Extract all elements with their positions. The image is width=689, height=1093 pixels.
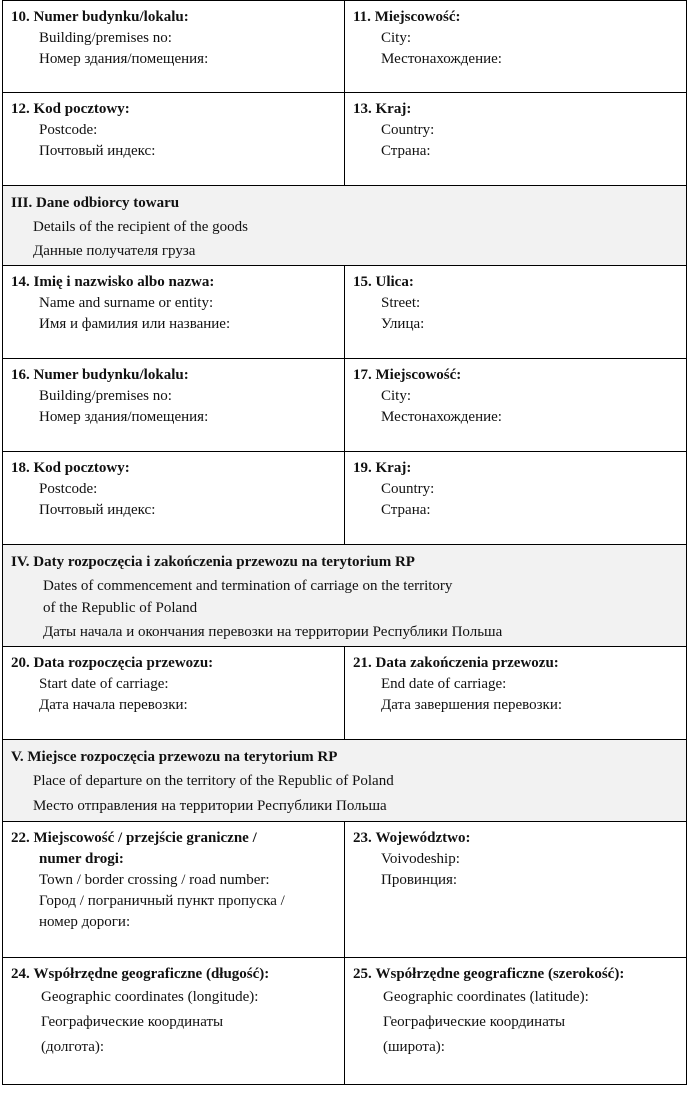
- section-label-en: Place of departure on the territory of the Republic of Poland: [33, 773, 394, 789]
- section-title: IV. Daty rozpoczęcia i zakończenia przewozu na terytorium RP: [11, 554, 415, 570]
- field-label-ru-cont: (долгота):: [41, 1039, 105, 1055]
- section-header: [3, 545, 686, 646]
- customs-form: [2, 0, 687, 1085]
- form-row-18-19: [2, 452, 687, 545]
- field-title: Miejscowość:: [374, 9, 461, 25]
- form-row-22-23: [2, 822, 687, 958]
- section-label-en: Dates of commencement and termination of carriage on the territory: [43, 578, 453, 594]
- field-label-ru: Город / пограничный пункт пропуска /: [39, 893, 285, 909]
- field-label-en: Building/premises no:: [39, 388, 172, 404]
- field-24-longitude[interactable]: [3, 958, 345, 1084]
- field-title: Data rozpoczęcia przewozu:: [33, 655, 214, 671]
- form-row-16-17: [2, 359, 687, 452]
- field-number: 23.: [353, 830, 372, 846]
- field-18-postcode[interactable]: [3, 452, 345, 544]
- section-label-en: Details of the recipient of the goods: [33, 219, 248, 235]
- field-title-cont: numer drogi:: [39, 851, 124, 867]
- field-number: 12.: [11, 101, 30, 117]
- section-title: III. Dane odbiorcy towaru: [11, 195, 180, 211]
- field-label-en: Town / border crossing / road number:: [39, 872, 270, 888]
- field-title: Współrzędne geograficzne (szerokość):: [375, 966, 625, 982]
- section-v-departure: [2, 740, 687, 822]
- field-19-country[interactable]: [345, 452, 686, 544]
- field-title: Imię i nazwisko albo nazwa:: [33, 274, 215, 290]
- field-10-building-number[interactable]: [3, 1, 345, 92]
- field-label-ru: Номер здания/помещения:: [39, 51, 209, 67]
- field-number: 25.: [353, 966, 372, 982]
- field-23-voivodeship[interactable]: [345, 822, 686, 957]
- field-number: 20.: [11, 655, 30, 671]
- form-row-20-21: [2, 647, 687, 740]
- field-label-en: City:: [381, 388, 412, 404]
- field-label-en: City:: [381, 30, 412, 46]
- form-row-14-15: [2, 266, 687, 359]
- field-label-ru: Провинция:: [381, 872, 458, 888]
- field-label-en: Geographic coordinates (latitude):: [383, 989, 589, 1005]
- field-22-place[interactable]: [3, 822, 345, 957]
- field-label-ru: Дата начала перевозки:: [39, 697, 188, 713]
- field-number: 18.: [11, 460, 30, 476]
- field-title: Współrzędne geograficzne (długość):: [33, 966, 270, 982]
- field-label-en: Building/premises no:: [39, 30, 172, 46]
- field-25-latitude[interactable]: [345, 958, 686, 1084]
- field-21-end-date[interactable]: [345, 647, 686, 739]
- field-17-city[interactable]: [345, 359, 686, 451]
- field-11-city[interactable]: [345, 1, 686, 92]
- field-title: Data zakończenia przewozu:: [375, 655, 559, 671]
- field-13-country[interactable]: [345, 93, 686, 185]
- field-title: Ulica:: [375, 274, 414, 290]
- field-title: Kod pocztowy:: [33, 101, 130, 117]
- section-label-ru: Место отправления на территории Республики Польша: [33, 798, 387, 814]
- field-number: 21.: [353, 655, 372, 671]
- field-label-ru: Номер здания/помещения:: [39, 409, 209, 425]
- field-20-start-date[interactable]: [3, 647, 345, 739]
- field-number: 22.: [11, 830, 30, 846]
- section-title: V. Miejsce rozpoczęcia przewozu na terytorium RP: [11, 749, 338, 765]
- section-iii-recipient: [2, 186, 687, 266]
- section-label-ru: Данные получателя груза: [33, 243, 196, 259]
- field-label-en: Geographic coordinates (longitude):: [41, 989, 259, 1005]
- field-16-building-number[interactable]: [3, 359, 345, 451]
- field-label-en: Country:: [381, 481, 435, 497]
- field-label-en: Start date of carriage:: [39, 676, 169, 692]
- field-label-ru-cont: (широта):: [383, 1039, 445, 1055]
- field-title: Kod pocztowy:: [33, 460, 130, 476]
- section-header: [3, 186, 686, 265]
- field-number: 17.: [353, 367, 372, 383]
- field-label-ru-cont: номер дороги:: [39, 914, 131, 930]
- field-label-ru: Местонахождение:: [381, 51, 502, 67]
- field-label-en: End date of carriage:: [381, 676, 507, 692]
- field-label-ru: Географические координаты: [41, 1014, 224, 1030]
- field-label-en: Country:: [381, 122, 435, 138]
- field-number: 24.: [11, 966, 30, 982]
- field-title: Miejscowość / przejście graniczne /: [33, 830, 257, 846]
- section-header: [3, 740, 686, 821]
- field-number: 13.: [353, 101, 372, 117]
- field-title: Numer budynku/lokalu:: [33, 367, 189, 383]
- form-row-12-13: [2, 93, 687, 186]
- field-number: 19.: [353, 460, 372, 476]
- field-label-en: Postcode:: [39, 122, 98, 138]
- field-number: 10.: [11, 9, 30, 25]
- field-12-postcode[interactable]: [3, 93, 345, 185]
- section-iv-dates: [2, 545, 687, 647]
- field-14-name[interactable]: [3, 266, 345, 358]
- field-title: Numer budynku/lokalu:: [33, 9, 189, 25]
- field-label-ru: Имя и фамилия или название:: [39, 316, 231, 332]
- field-title: Kraj:: [375, 101, 412, 117]
- field-label-ru: Географические координаты: [383, 1014, 566, 1030]
- form-row-24-25: [2, 958, 687, 1085]
- field-number: 14.: [11, 274, 30, 290]
- field-label-ru: Страна:: [381, 143, 431, 159]
- form-row-10-11: [2, 0, 687, 93]
- field-label-ru: Дата завершения перевозки:: [381, 697, 563, 713]
- field-label-en: Street:: [381, 295, 421, 311]
- field-label-ru: Местонахождение:: [381, 409, 502, 425]
- field-title: Miejscowość:: [375, 367, 462, 383]
- field-label-ru: Почтовый индекс:: [39, 143, 156, 159]
- field-label-ru: Страна:: [381, 502, 431, 518]
- field-label-en: Postcode:: [39, 481, 98, 497]
- field-label-en: Name and surname or entity:: [39, 295, 214, 311]
- field-label-ru: Почтовый индекс:: [39, 502, 156, 518]
- section-label-en-cont: of the Republic of Poland: [43, 600, 198, 616]
- field-title: Województwo:: [375, 830, 471, 846]
- section-label-ru: Даты начала и окончания перевозки на территории Республики Польша: [43, 624, 503, 640]
- field-number: 11.: [353, 9, 371, 25]
- field-label-en: Voivodeship:: [381, 851, 460, 867]
- field-15-street[interactable]: [345, 266, 686, 358]
- field-number: 15.: [353, 274, 372, 290]
- field-number: 16.: [11, 367, 30, 383]
- field-title: Kraj:: [375, 460, 412, 476]
- field-label-ru: Улица:: [381, 316, 425, 332]
